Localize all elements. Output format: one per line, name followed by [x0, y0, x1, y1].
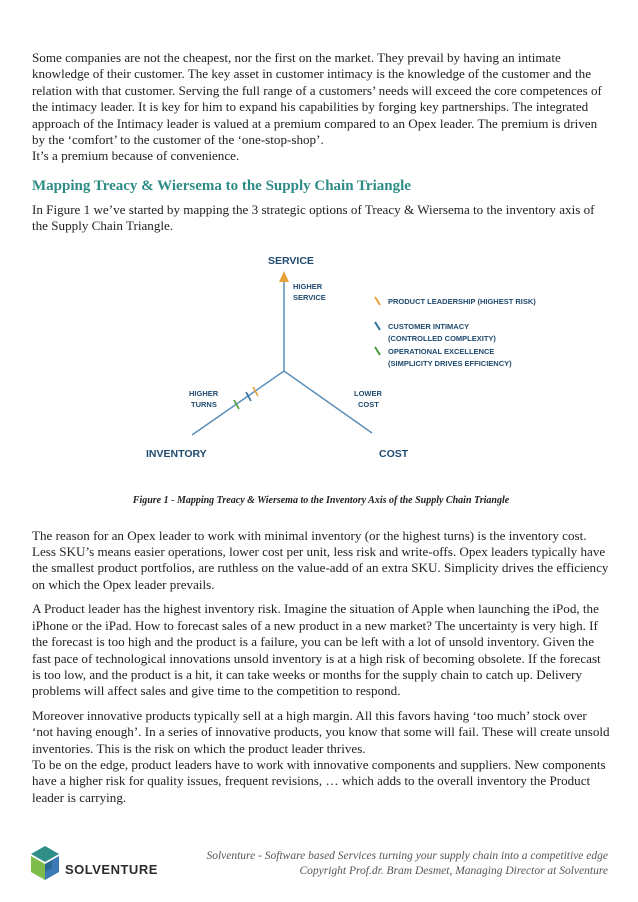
label-higher-turns-2: TURNS	[191, 399, 217, 409]
legend-operational-excellence: OPERATIONAL EXCELLENCE	[388, 346, 495, 356]
legend-swatch-intimacy	[375, 322, 380, 330]
legend-product-leadership: PRODUCT LEADERSHIP (HIGHEST RISK)	[388, 296, 536, 306]
paragraph-innovative: Moreover innovative products typically sell at a high margin. All this favors having ‘too much’ stock over ‘not having enough’. In a series of innovative products, you know that some will fail. These will create unsold inventories. This is the risk on which the product leader thrives.	[32, 707, 610, 756]
intro-last-line: It’s a premium because of convenience.	[32, 148, 240, 164]
label-lower-cost-1: LOWER	[354, 388, 382, 398]
label-higher-service-1: HIGHER	[293, 281, 323, 291]
footer-tagline: Solventure - Software based Services turning your supply chain into a competitive edge	[206, 850, 608, 862]
footer	[0, 838, 638, 902]
section-paragraph: In Figure 1 we’ve started by mapping the 3 strategic options of Treacy & Wiersema to the inventory axis of the Supply Chain Triangle.	[32, 201, 595, 234]
label-higher-service-2: SERVICE	[293, 292, 326, 302]
legend-swatch-product	[375, 297, 380, 305]
paragraph-product-leader: A Product leader has the highest inventory risk. Imagine the situation of Apple when launching the iPod, the iPhone or the iPad. How to forecast sales of a new product in a new market? The uncertainty is very high. If the forecast is too high and the product is a failure, you can be left with a lot of unsold inventory. Given the fast pace of technological innovations unsold inventory is at a high risk of becoming obsolete. If the forecast is too low, and the product is a hit, it can take weeks or months for the supply chain to catch up. Delivery problems will affect sales and give time to the competition to respond.	[32, 601, 601, 699]
label-cost: COST	[379, 447, 409, 460]
section-heading: Mapping Treacy & Wiersema to the Supply Chain Triangle	[32, 177, 411, 194]
intro-paragraph: Some companies are not the cheapest, nor the first on the market. They prevail by having an intimate knowledge of their customer. The key asset in customer intimacy is the knowledge of the customer and the relation with that customer. Serving the full range of a customers’ needs will exceed the core competences of the intimacy leader. It is key for him to expand his capabilities by forging key partnerships. The integrated approach of the Intimacy leader is valued at a premium compared to an Opex leader. The premium is driven by the ‘comfort’ to the customer of the ‘one-stop-shop’.	[32, 50, 602, 148]
legend-customer-intimacy: CUSTOMER INTIMACY	[388, 321, 470, 331]
legend-customer-intimacy-sub: (CONTROLLED COMPLEXITY)	[388, 333, 496, 343]
paragraph-edge: To be on the edge, product leaders have to work with innovative components and suppliers. New components have a higher risk for quality issues, frequent revisions, … which adds to the overall inventory the Product leader is carrying.	[32, 756, 606, 805]
solventure-logo-icon	[30, 846, 60, 882]
paragraph-opex: The reason for an Opex leader to work with minimal inventory (or the highest turns) is the inventory cost. Less SKU’s means easier operations, lower cost per unit, less risk and write-offs. Opex leaders typically have the smallest product portfolios, are ruthless on the value-add of an extra SKU. Simplicity drives the efficiency on which the Opex leader prevails.	[32, 527, 609, 592]
page-content	[32, 50, 610, 806]
footer-copyright: Copyright Prof.dr. Bram Desmet, Managing Director at Solventure	[299, 865, 608, 877]
label-higher-turns-1: HIGHER	[189, 388, 219, 398]
brand-name: SOLVENTURE	[65, 862, 158, 877]
label-lower-cost-2: COST	[358, 399, 379, 409]
figure-supply-chain-triangle	[32, 243, 610, 491]
label-inventory: INVENTORY	[146, 447, 207, 460]
triangle-diagram	[32, 243, 610, 491]
service-arrow	[279, 271, 289, 282]
figure-caption: Figure 1 - Mapping Treacy & Wiersema to the Inventory Axis of the Supply Chain Triangle	[132, 494, 510, 506]
label-service: SERVICE	[268, 254, 314, 267]
legend-swatch-operational	[375, 347, 380, 355]
legend-operational-excellence-sub: (SIMPLICITY DRIVES EFFICIENCY)	[388, 358, 512, 368]
